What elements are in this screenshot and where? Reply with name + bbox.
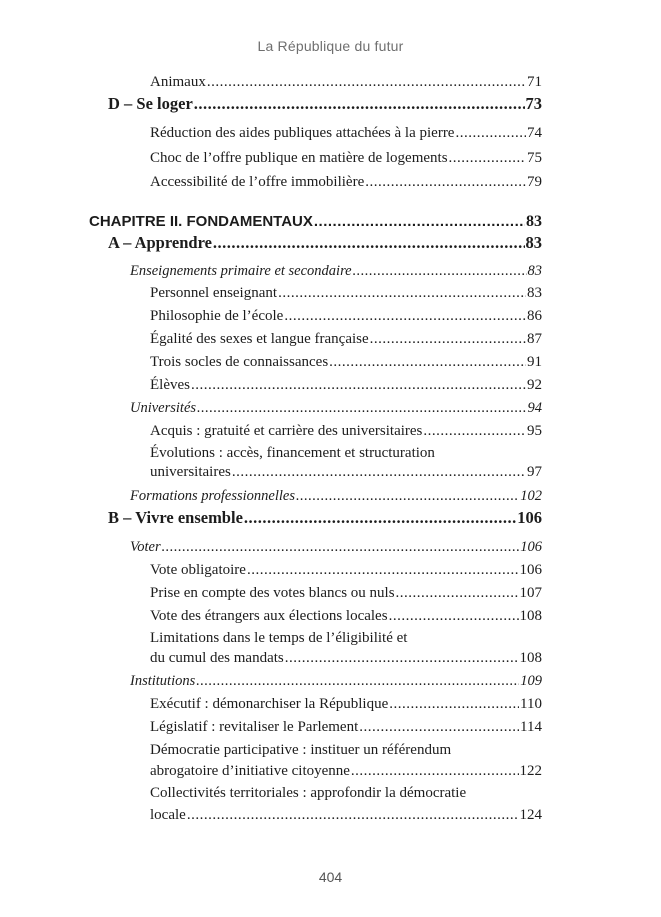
toc-entry-aides — [150, 126, 542, 141]
toc-entry-title: A – Apprendre — [108, 233, 212, 252]
dot-leader — [389, 609, 519, 624]
toc-entry-title: Acquis : gratuité et carrière des universitaires — [150, 423, 423, 439]
toc-entry-title: Universités — [130, 400, 197, 416]
dot-leader — [423, 424, 526, 439]
dot-leader — [389, 697, 519, 712]
toc-entry-title: locale — [150, 807, 186, 823]
toc-entry-title: Trois socles de connaissances — [150, 354, 329, 370]
toc-entry-title: CHAPITRE II. FONDAMENTAUX — [89, 213, 313, 230]
toc-entry-title: Animaux — [150, 74, 206, 90]
toc-section-apprendre — [108, 235, 542, 252]
dot-leader — [365, 175, 526, 190]
toc-entry-title: Voter — [130, 539, 161, 555]
toc-subsection-institutions — [130, 674, 542, 689]
toc-entry-votes-blancs — [150, 586, 542, 601]
toc-entry-title: universitaires — [150, 464, 231, 480]
toc-entry-title: Formations professionnelles — [130, 488, 296, 504]
dot-leader — [162, 540, 520, 555]
dot-leader — [296, 489, 519, 504]
toc-entry-title: B – Vivre ensemble — [108, 508, 243, 527]
toc-section-se-loger — [108, 96, 542, 113]
dot-leader — [359, 720, 519, 735]
toc-entry-title: Choc de l’offre publique en matière de logements — [150, 150, 448, 166]
dot-leader — [191, 378, 526, 393]
toc-entry-legislatif — [150, 720, 542, 735]
toc-entry-page: 83 — [527, 263, 542, 279]
toc-entry-vote-etrangers — [150, 609, 542, 624]
toc-entry-title: Exécutif : démonarchiser la République — [150, 696, 389, 712]
toc-entry-evolutions-line1: Évolutions : accès, financement et structuration — [150, 445, 435, 461]
toc-chapter-2 — [89, 214, 542, 230]
dot-leader — [449, 151, 526, 166]
toc-entry-page: 114 — [520, 719, 542, 735]
toc-entry-page: 106 — [519, 562, 542, 578]
toc-entry-title: Accessibilité de l’offre immobilière — [150, 174, 365, 190]
toc-entry-title: Enseignements primaire et secondaire — [130, 263, 352, 279]
toc-entry-title: Prise en compte des votes blancs ou nuls — [150, 585, 395, 601]
toc-entry-title: Vote obligatoire — [150, 562, 246, 578]
toc-entry-personnel — [150, 286, 542, 301]
toc-section-vivre-ensemble — [108, 510, 542, 527]
dot-leader — [196, 674, 519, 689]
toc-entry-collectivites-line1: Collectivités territoriales : approfondir la démocratie — [150, 785, 467, 801]
toc-entry-page: 109 — [520, 673, 542, 689]
toc-entry-page: 74 — [527, 125, 542, 141]
toc-entry-page: 102 — [520, 488, 542, 504]
dot-leader — [207, 75, 526, 90]
toc-entry-page: 124 — [519, 807, 542, 823]
toc-entry-title: Égalité des sexes et langue française — [150, 331, 369, 347]
toc-entry-title: Personnel enseignant — [150, 285, 278, 301]
toc-entry-title: D – Se loger — [108, 94, 193, 113]
dot-leader — [232, 465, 526, 480]
toc-entry-page: 106 — [520, 539, 542, 555]
toc-entry-democratie — [150, 764, 542, 779]
toc-entry-page: 83 — [525, 233, 542, 252]
toc-entry-page: 83 — [527, 285, 542, 301]
toc-entry-collectivites — [150, 808, 542, 823]
toc-entry-page: 108 — [519, 608, 542, 624]
toc-entry-acquis — [150, 424, 542, 439]
toc-entry-title: Législatif : revitaliser le Parlement — [150, 719, 359, 735]
dot-leader — [370, 332, 526, 347]
toc-entry-philosophie — [150, 309, 542, 324]
toc-entry-page: 71 — [527, 74, 542, 90]
dot-leader — [455, 126, 526, 141]
toc-entry-limitations-line1: Limitations dans le temps de l’éligibilité et — [150, 630, 408, 646]
toc-entry-animaux — [150, 75, 542, 90]
dot-leader — [284, 309, 526, 324]
dot-leader — [197, 401, 526, 416]
dot-leader — [187, 808, 519, 823]
dot-leader — [194, 96, 525, 113]
toc-entry-title: abrogatoire d’initiative citoyenne — [150, 763, 350, 779]
toc-entry-democratie-line1: Démocratie participative : instituer un référendum — [150, 742, 452, 758]
dot-leader — [396, 586, 519, 601]
dot-leader — [278, 286, 526, 301]
toc-entry-page: 108 — [519, 650, 542, 666]
toc-entry-socles — [150, 355, 542, 370]
toc-entry-page: 79 — [527, 174, 542, 190]
dot-leader — [285, 651, 519, 666]
toc-entry-title: Philosophie de l’école — [150, 308, 284, 324]
page-number: 404 — [318, 869, 343, 885]
toc-entry-page: 75 — [527, 150, 542, 166]
toc-entry-page: 106 — [517, 508, 542, 527]
toc-entry-title: Réduction des aides publiques attachées à la pierre — [150, 125, 455, 141]
toc-subsection-voter — [130, 540, 542, 555]
toc-entry-page: 122 — [519, 763, 542, 779]
toc-entry-page: 97 — [527, 464, 542, 480]
toc-entry-egalite — [150, 332, 542, 347]
dot-leader — [351, 764, 519, 779]
toc-entry-page: 94 — [527, 400, 542, 416]
toc-entry-vote-obligatoire — [150, 563, 542, 578]
dot-leader — [353, 264, 527, 279]
dot-leader — [244, 510, 516, 527]
toc-entry-page: 87 — [527, 331, 542, 347]
toc-entry-offre — [150, 151, 542, 166]
toc-subsection-formations — [130, 489, 542, 504]
dot-leader — [247, 563, 519, 578]
toc-entry-evolutions — [150, 465, 542, 480]
dot-leader — [213, 235, 525, 252]
toc-subsection-enseignements — [130, 264, 542, 279]
toc-entry-eleves — [150, 378, 542, 393]
toc-entry-limitations — [150, 651, 542, 666]
toc-entry-executif — [150, 697, 542, 712]
toc-subsection-universites — [130, 401, 542, 416]
toc-entry-title: Élèves — [150, 377, 190, 393]
dot-leader — [329, 355, 526, 370]
toc-entry-accessibilite — [150, 175, 542, 190]
toc-entry-page: 95 — [527, 423, 542, 439]
toc-entry-page: 83 — [526, 213, 542, 230]
toc-entry-title: du cumul des mandats — [150, 650, 284, 666]
toc-entry-page: 73 — [525, 94, 542, 113]
toc-entry-page: 91 — [527, 354, 542, 370]
toc-entry-title: Vote des étrangers aux élections locales — [150, 608, 388, 624]
dot-leader — [314, 214, 525, 229]
toc-entry-page: 107 — [519, 585, 542, 601]
running-head: La République du futur — [257, 38, 404, 54]
toc-entry-page: 86 — [527, 308, 542, 324]
toc-entry-title: Institutions — [130, 673, 196, 689]
toc-entry-page: 92 — [527, 377, 542, 393]
toc-entry-page: 110 — [520, 696, 542, 712]
